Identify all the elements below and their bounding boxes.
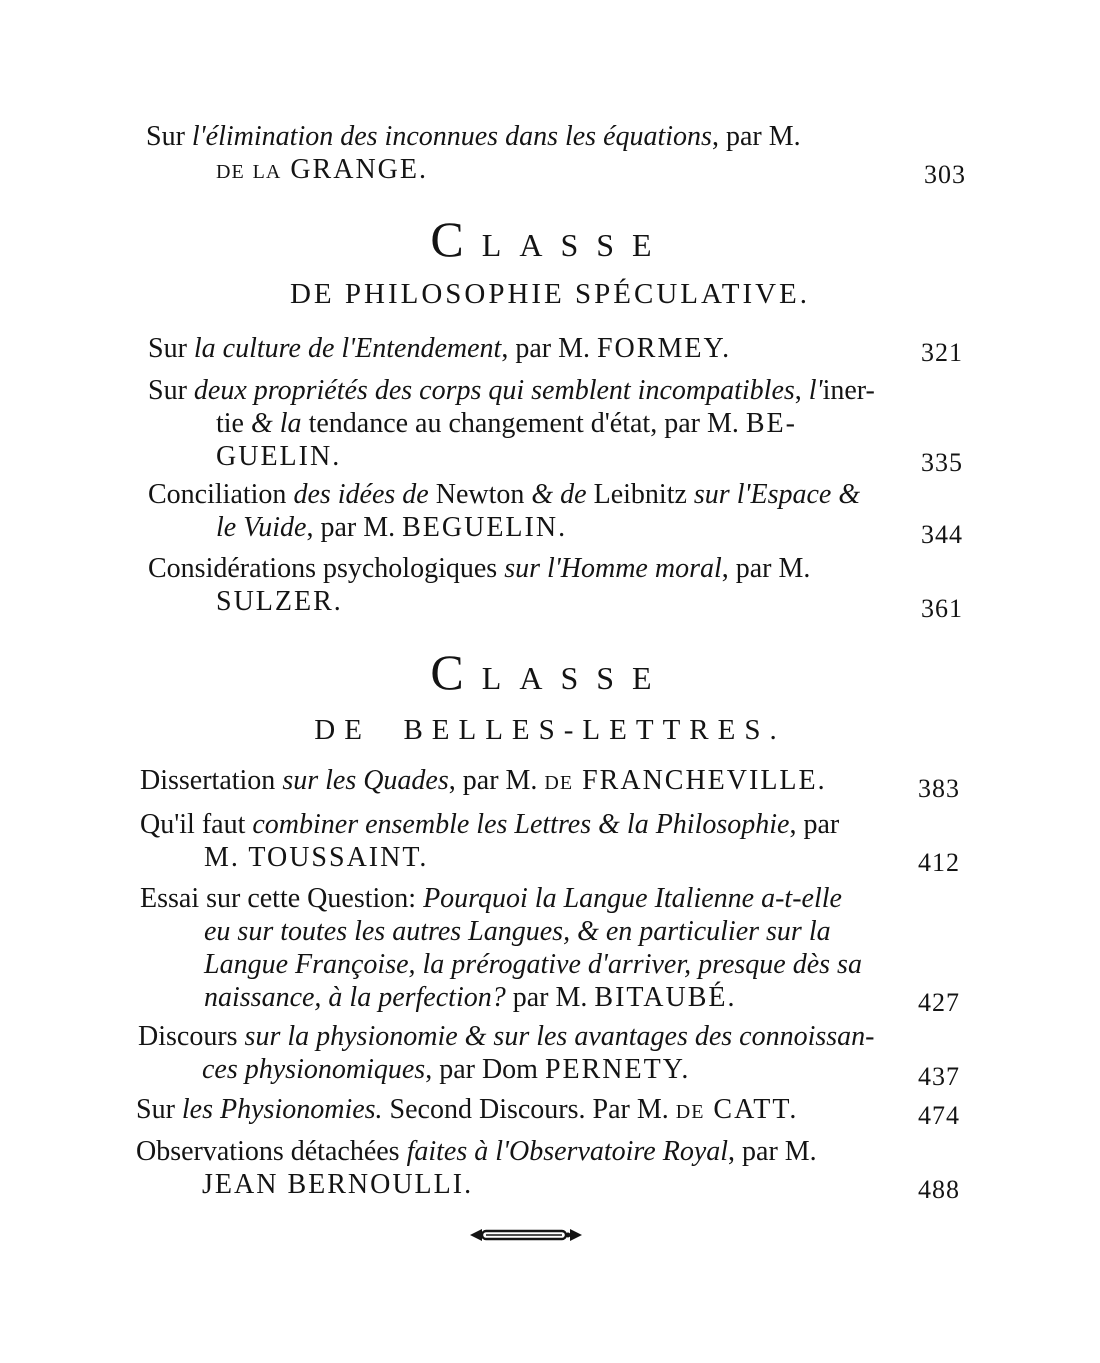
page-number: 427 [918,988,960,1017]
page-number: 383 [918,774,960,803]
entry-text-segment: Considérations psychologiques [148,553,505,584]
entry-line [140,882,842,915]
entry-text-segment: faites à l'Observatoire Royal [406,1136,729,1167]
entry-line [148,374,875,407]
entry-line [146,120,801,153]
entry-text-segment: des idées de [293,479,429,510]
toc-entry [148,478,963,549]
page-number: 361 [921,594,963,623]
entry-text-segment: les Physionomies. [181,1094,383,1125]
entry-text-segment: & de [531,479,587,510]
entry-line [140,808,839,841]
entry-line [148,552,810,585]
entry-line [216,407,797,440]
entry-line [140,764,827,797]
section-title [0,210,1100,268]
entry-text-segment: BEGUELIN. [402,512,568,543]
entry-line [202,1053,690,1086]
entry-text-segment: Newton [428,479,532,510]
entry-text-segment: Sur [148,333,194,364]
toc-entry [138,1020,960,1091]
entry-text-segment: ces physionomiques [202,1054,426,1085]
entry-text-segment: sur la physionomie & sur les avantages des connoissan- [244,1021,875,1052]
toc-entry [148,332,963,365]
tailpiece-ornament-icon [468,1226,584,1244]
entry-text-segment: , par M. [306,512,403,543]
entry-text-segment: Second Discours. Par M. [382,1094,676,1125]
entry-text-segment: combiner ensemble les Lettres & la Philosophie [252,809,790,840]
toc-entry [140,808,960,877]
entry-text-segment: deux propriétés des corps qui semblent incompatibles [193,375,795,406]
entry-text-segment: GUELIN. [216,441,342,472]
entry-text-segment: FRANCHEVILLE. [573,765,827,796]
section-title-rest: LASSE [481,660,670,696]
page-number: 335 [921,448,963,477]
entry-line [136,1135,817,1168]
toc-entry [140,764,960,803]
entry-text-segment: FORMEY. [596,333,732,364]
entry-text-segment: sur les Quades [282,765,449,796]
entry-text-segment: Qu'il faut [140,809,253,840]
entry-line [148,332,731,365]
entry-text-segment: par M. [505,982,595,1013]
entry-text-segment: , par M. [501,333,597,364]
entry-text-segment: naissance, à la perfection? [204,982,506,1013]
entry-text-segment: Sur [136,1094,182,1125]
entry-text-segment: GRANGE. [281,154,428,185]
entry-line [202,1168,473,1201]
entry-text-segment: PERNETY. [544,1054,691,1085]
entry-text-segment: l' [808,375,823,406]
entry-text-segment: Leibnitz [586,479,694,510]
entry-text-segment: , par M. [721,553,811,584]
entry-text-segment: Dissertation [140,765,283,796]
entry-text-segment: , par M. [711,121,801,152]
toc-entry [140,882,960,1017]
toc-entry [136,1135,960,1204]
entry-text-segment: SULZER. [216,586,343,617]
entry-text-segment: Langue Françoise, la prérogative d'arriver, presque dès sa [204,949,862,980]
entry-line [216,585,343,618]
entry-line [216,440,341,473]
entry-line [204,981,736,1014]
entry-text-segment: M. TOUSSAINT. [204,842,429,873]
entry-text-segment: Sur [148,375,194,406]
entry-text-segment: de [544,765,574,796]
entry-line [216,511,567,544]
toc-entry [148,552,963,623]
entry-text-segment: BE- [745,408,797,439]
page-number: 474 [918,1101,960,1130]
section-subtitle: DE PHILOSOPHIE SPÉCULATIVE. [289,278,811,310]
entry-text-segment: sur l'Homme moral [504,553,722,584]
page-number: 437 [918,1062,960,1091]
entry-text-segment: Pourquoi la Langue Italienne a-t-elle [423,883,842,914]
entry-text-segment: , par M. [448,765,545,796]
entry-text-segment: , [794,375,809,406]
entry-text-segment: CATT. [704,1094,799,1125]
entry-text-segment: Sur [146,121,192,152]
entry-line [148,478,860,511]
entry-text-segment: & la [251,408,302,439]
entry-text-segment: la culture de l'Entendement [193,333,502,364]
entry-text-segment: iner- [822,375,875,406]
entry-text-segment: eu sur toutes les autres Langues, & en particulier sur la [204,916,831,947]
entry-text-segment: Discours [138,1021,245,1052]
entry-text-segment: tendance au changement d'état, par M. [301,408,746,439]
entry-text-segment: BITAUBÉ. [594,982,737,1013]
entry-text-segment: JEAN BERNOULLI. [202,1169,474,1200]
section-subtitle-text: DE BELLES-LETTRES. [314,714,786,746]
entry-text-segment: le Vuide [216,512,307,543]
entry-text-segment: Essai sur cette Question: [140,883,424,914]
entry-text-segment: de [675,1094,705,1125]
entry-text-segment: de la [216,154,282,185]
page-number: 303 [924,160,966,189]
section-title-initial: C [430,211,482,267]
toc-entry [146,120,966,189]
entry-line [204,915,831,948]
entry-text-segment: l'élimination des inconnues dans les équations [191,121,712,152]
entry-text-segment: , par Dom [425,1054,545,1085]
section-subtitle [0,714,1100,747]
entry-line [138,1020,875,1053]
entry-line [204,948,862,981]
page-number: 344 [921,520,963,549]
section-title [0,643,1100,701]
entry-text-segment: tie [216,408,251,439]
toc-entry [136,1093,960,1130]
entry-text-segment: , par [789,809,840,840]
entry-text-segment: Conciliation [148,479,294,510]
entry-line [216,153,428,186]
page-number: 321 [921,338,963,367]
entry-text-segment: sur l'Espace & [693,479,861,510]
entry-line [136,1093,798,1126]
entry-text-segment: Observations détachées [136,1136,407,1167]
toc-entry [148,374,963,477]
entry-text-segment: , par M. [728,1136,817,1167]
section-title-rest: LASSE [481,227,670,263]
page-number: 412 [918,848,960,877]
page-number: 488 [918,1175,960,1204]
section-title-initial: C [430,644,482,700]
entry-line [204,841,428,874]
